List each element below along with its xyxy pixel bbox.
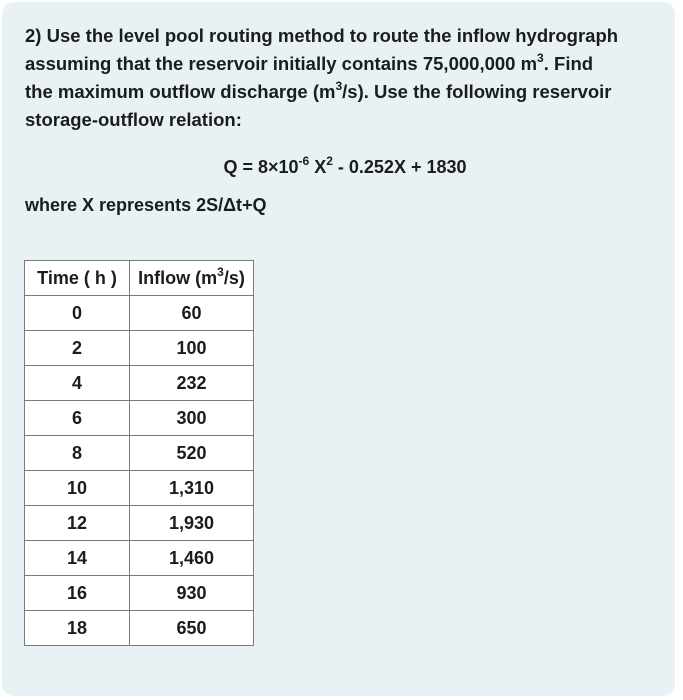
question-line-3 [25, 81, 612, 102]
formula-part-3: - 0.252X + 1830 [332, 157, 467, 177]
formula-exponent-1: -6 [298, 154, 310, 168]
inflow-hydrograph-table [24, 260, 254, 646]
inflow-cell: 1,930 [130, 506, 254, 541]
question-line-2-text: assuming that the reservoir initially contains 75,000,000 m [25, 53, 538, 74]
header-inflow-text: Inflow (m [138, 267, 218, 288]
table-header-row [25, 261, 254, 296]
table-row [25, 436, 254, 471]
unit-per-s: /s [342, 81, 358, 102]
question-line-3-text: the maximum outflow discharge ( [25, 81, 319, 102]
table-row [25, 576, 254, 611]
header-inflow-unit: /s) [223, 267, 245, 288]
table-row [25, 541, 254, 576]
question-card [2, 2, 675, 696]
table-row [25, 611, 254, 646]
table-row [25, 366, 254, 401]
cubic-superscript: 3 [537, 51, 544, 65]
unit-superscript: 3 [335, 79, 343, 93]
header-inflow [130, 261, 254, 296]
time-cell: 2 [25, 331, 130, 366]
question-line-4: storage-outflow relation: [25, 109, 242, 130]
inflow-cell: 1,310 [130, 471, 254, 506]
storage-outflow-formula [25, 154, 653, 180]
time-cell: 4 [25, 366, 130, 401]
inflow-cell: 60 [130, 296, 254, 331]
question-line-2 [25, 53, 593, 74]
inflow-cell: 232 [130, 366, 254, 401]
formula-part-1: Q = 8×10 [223, 157, 299, 177]
formula-part-2: X [309, 157, 327, 177]
table-row [25, 296, 254, 331]
table-row [25, 331, 254, 366]
where-statement: where X represents 2S/Δt+Q [25, 195, 267, 215]
header-inflow-superscript: 3 [217, 264, 224, 279]
inflow-cell: 930 [130, 576, 254, 611]
time-cell: 0 [25, 296, 130, 331]
inflow-cell: 100 [130, 331, 254, 366]
time-cell: 6 [25, 401, 130, 436]
table-row [25, 471, 254, 506]
time-cell: 12 [25, 506, 130, 541]
unit-m: m [319, 81, 336, 102]
formula-exponent-2: 2 [326, 154, 333, 168]
time-cell: 14 [25, 541, 130, 576]
time-cell: 8 [25, 436, 130, 471]
question-line-2-end: . Find [543, 53, 594, 74]
question-line-3-end: ). Use the following reservoir [357, 81, 612, 102]
inflow-cell: 1,460 [130, 541, 254, 576]
question-text [25, 22, 653, 134]
inflow-cell: 650 [130, 611, 254, 646]
table-row [25, 401, 254, 436]
table-row [25, 506, 254, 541]
inflow-cell: 300 [130, 401, 254, 436]
header-time: Time ( h ) [25, 261, 130, 296]
question-line-1: 2) Use the level pool routing method to route the inflow hydrograph [25, 25, 619, 46]
inflow-cell: 520 [130, 436, 254, 471]
time-cell: 16 [25, 576, 130, 611]
time-cell: 18 [25, 611, 130, 646]
time-cell: 10 [25, 471, 130, 506]
